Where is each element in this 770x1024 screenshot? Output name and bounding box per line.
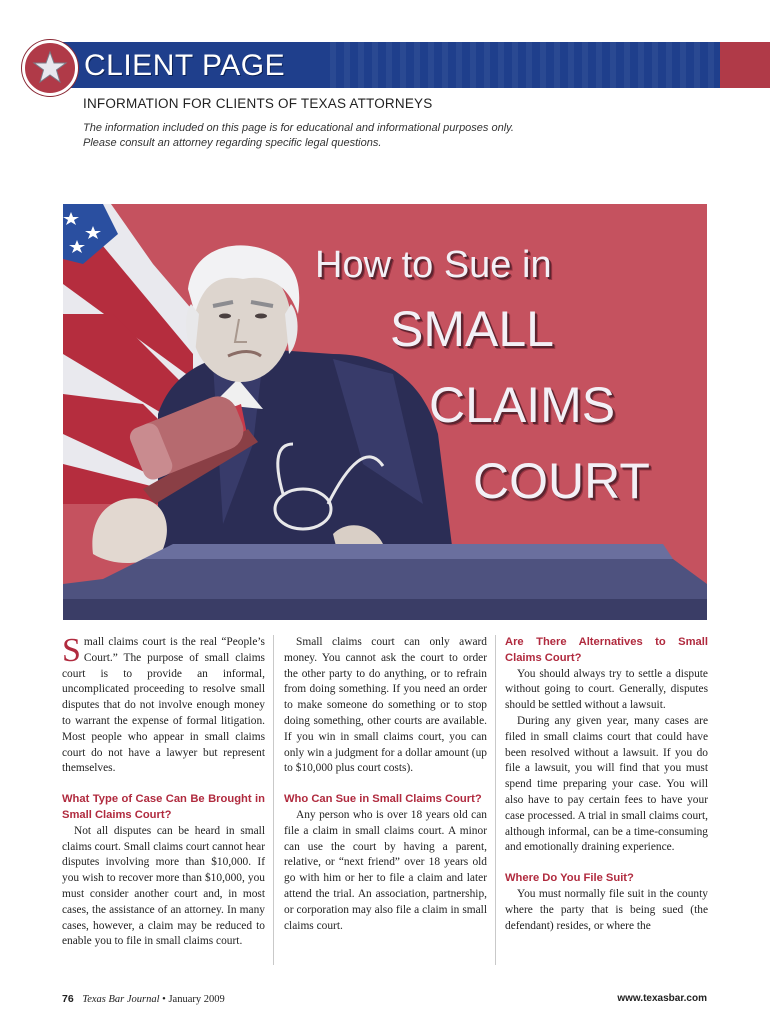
drop-cap: S: [62, 632, 81, 669]
page-subtitle: INFORMATION FOR CLIENTS OF TEXAS ATTORNEYS: [83, 96, 433, 111]
hero-title-line-2: SMALL: [390, 301, 554, 357]
disclaimer-line-1: The information included on this page is for educational and informational purposes only.: [83, 122, 514, 134]
website-link[interactable]: www.texasbar.com: [617, 993, 707, 1004]
section-heading-alternatives: Are There Alternatives to Small Claims Court?: [505, 636, 708, 664]
paragraph-settle: You should always try to settle a dispute without going to court. Generally, disputes should be settled without a lawsuit.: [505, 667, 708, 712]
star-badge: [22, 40, 78, 96]
intro-text: mall claims court is the real “People’s Court.” The purpose of small claims court is to provide an informal, uncomplicated proceeding to resolve small disputes that do not involve enough money to warrant the expense of formal litigation. Most people who appear in small claims court do not have a lawyer but represent themselves.: [62, 636, 265, 775]
column-divider: [273, 635, 274, 965]
paragraph-who-can-sue: Any person who is over 18 years old can file a claim in small claims court. A minor can use the court by having a parent, relative, or “next friend” over 18 years old go with him or her to file a claim and later attend the trial. An association, partnership, or corporation may also file a claim in small claims court.: [284, 808, 487, 932]
section-heading-where-file: Where Do You File Suit?: [505, 872, 634, 885]
article-column-2: [284, 635, 487, 934]
paragraph-case-types: Not all disputes can be heard in small claims court. Small claims court cannot hear disputes involving more than $10,000. If you wish to recover more than $10,000, you must consider another court and, in most cases, the assistance of an attorney. In many cases, however, a claim may be reduced to enable you to file in small claims court.: [62, 824, 265, 948]
page-number: 76: [62, 993, 74, 1005]
hero-title-line-4: COURT: [473, 453, 650, 509]
paragraph-filed-cases: During any given year, many cases are filed in small claims court that could have been resolved without a lawsuit. If you do file a lawsuit, you will find that you must spend time preparing your case. You will also have to pay certain fees to have your case processed. A trial in small claims court, although informal, can be a time-consuming and emotionally draining experience.: [505, 714, 708, 854]
section-heading-case-types: What Type of Case Can Be Brought in Small Claims Court?: [62, 793, 265, 821]
issue-date: January 2009: [168, 994, 225, 1005]
judge-bench: [63, 544, 707, 620]
disclaimer: [83, 121, 603, 151]
star-icon: [32, 49, 68, 85]
section-heading-who-can-sue: Who Can Sue in Small Claims Court?: [284, 793, 482, 806]
footer-left: [62, 993, 225, 1005]
paragraph-where-file: You must normally file suit in the county where the party that is being sued (the defendant) resides, or where the: [505, 887, 708, 932]
hero-title-line-3: CLAIMS: [429, 377, 616, 433]
paragraph-award-money: Small claims court can only award money. You cannot ask the court to order the other party to do anything, or to refrain from doing something. If you need an order to make someone do something or to stop doing something, other courts are available. If you win in small claims court, you can only win a judgment for a dollar amount (up to $10,000 plus court costs).: [284, 636, 487, 775]
header-accent-block: [720, 42, 770, 88]
hero-illustration: [63, 204, 707, 620]
footer-separator: •: [162, 994, 166, 1005]
page-title: CLIENT PAGE: [84, 49, 286, 82]
intro-paragraph: [62, 632, 265, 777]
header-pattern: [330, 42, 720, 88]
journal-name: Texas Bar Journal: [82, 994, 160, 1005]
disclaimer-line-2: Please consult an attorney regarding specific legal questions.: [83, 137, 382, 149]
hero-title-line-1: How to Sue in: [315, 244, 552, 286]
column-divider: [495, 635, 496, 965]
article-column-1: [62, 632, 265, 950]
article-column-3: [505, 635, 708, 934]
